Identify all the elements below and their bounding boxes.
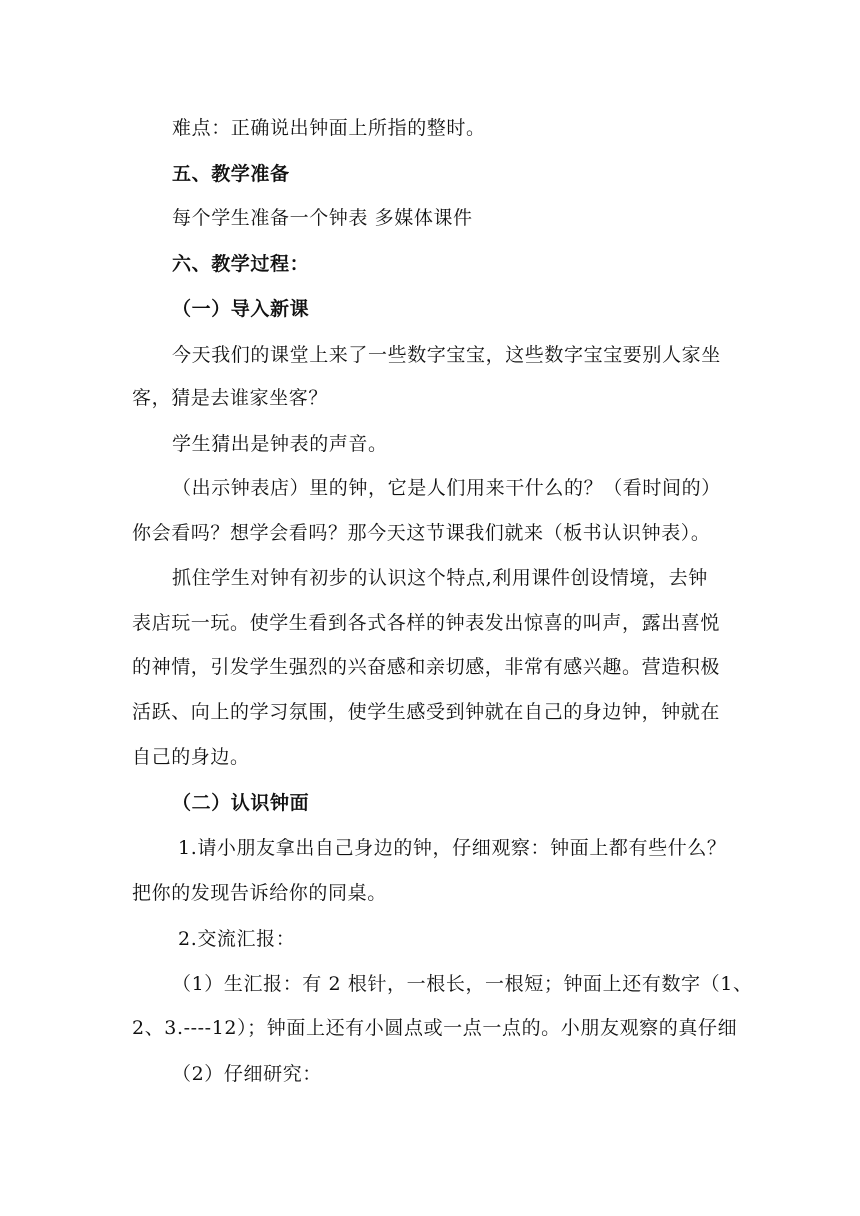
paragraph-line: 2、3.----12）；钟面上还有小圆点或一点一点的。小朋友观察的真仔细 (132, 1017, 738, 1039)
paragraph-line: 自己的身边。 (132, 746, 250, 768)
paragraph-line: 1.请小朋友拿出自己身边的钟，仔细观察：钟面上都有些什么？ (178, 837, 727, 859)
paragraph-line: 客，猜是去谁家坐客？ (132, 387, 329, 409)
subsection-heading-clock-face: （二）认识钟面 (172, 792, 310, 814)
paragraph-line: 你会看吗？想学会看吗？那今天这节课我们就来（板书认识钟表）。 (132, 522, 711, 544)
paragraph-line: 的神情，引发学生强烈的兴奋感和亲切感，非常有感兴趣。营造积极 (132, 656, 721, 678)
paragraph-line: 今天我们的课堂上来了一些数字宝宝，这些数字宝宝要别人家坐 (172, 344, 721, 366)
paragraph-line: （2）仔细研究： (172, 1063, 322, 1085)
paragraph-line: 抓住学生对钟有初步的认识这个特点,利用课件创设情境，去钟 (172, 567, 708, 589)
paragraph-line: （1）生汇报：有 2 根针，一根长，一根短；钟面上还有数字（1、 (172, 973, 753, 995)
subsection-heading-intro: （一）导入新课 (172, 298, 310, 320)
difficulty-text: 难点：正确说出钟面上所指的整时。 (172, 117, 486, 139)
paragraph-line: 把你的发现告诉给你的同桌。 (132, 882, 387, 904)
paragraph-line: （出示钟表店）里的钟，它是人们用来干什么的？（看时间的） (172, 477, 721, 499)
paragraph-line: 活跃、向上的学习氛围，使学生感受到钟就在自己的身边钟，钟就在 (132, 701, 721, 723)
paragraph-line: 表店玩一玩。使学生看到各式各样的钟表发出惊喜的叫声，露出喜悦 (132, 612, 721, 634)
paragraph-line: 2.交流汇报： (178, 928, 296, 950)
paragraph-line: 学生猜出是钟表的声音。 (172, 433, 388, 455)
preparation-text: 每个学生准备一个钟表 多媒体课件 (172, 207, 473, 229)
section-heading-preparation: 五、教学准备 (172, 163, 290, 185)
section-heading-process: 六、教学过程： (172, 253, 310, 275)
